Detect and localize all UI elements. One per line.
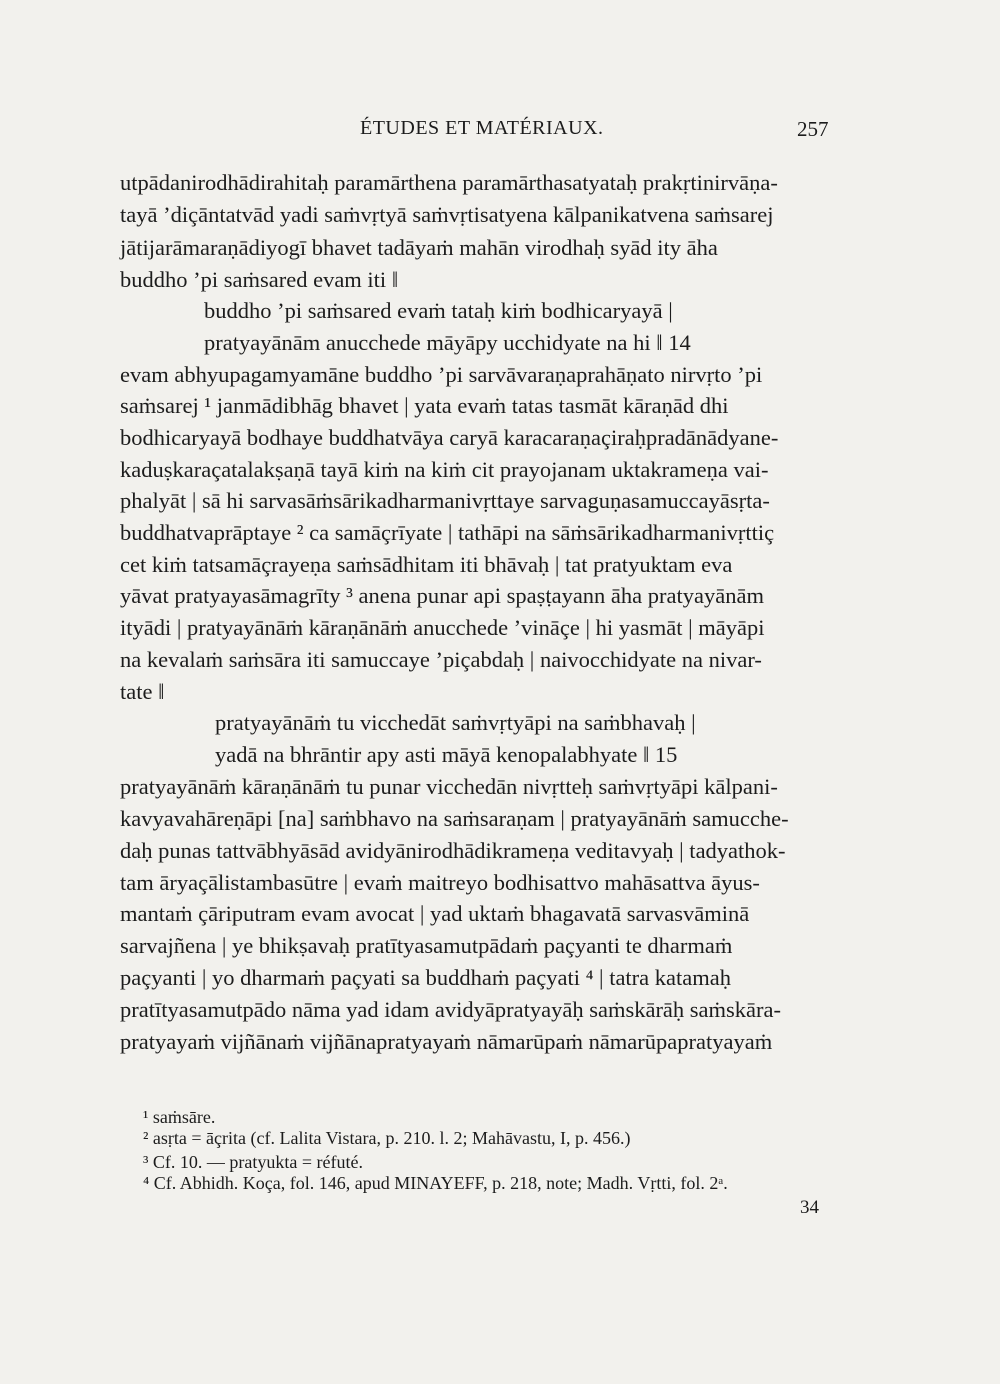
text-line: pratītyasamutpādo nāma yad idam avidyāpratyayāḥ saṁskārāḥ saṁskāra- bbox=[120, 997, 782, 1022]
footnote: ² asṛta = āçrita (cf. Lalita Vistara, p. 210. l. 2; Mahāvastu, I, p. 456.) bbox=[143, 1128, 631, 1148]
footnote: ¹ saṁsāre. bbox=[143, 1107, 216, 1127]
text-line: kavyavahāreṇāpi [na] saṁbhavo na saṁsaraṇam | pratyayānāṁ samucche- bbox=[120, 806, 789, 831]
text-line: daḥ punas tattvābhyāsād avidyānirodhādikrameṇa veditavyaḥ | tadyathok- bbox=[120, 838, 786, 863]
text-line: buddhatvaprāptaye ² ca samāçrīyate | tathāpi na sāṁsārikadharmanivṛttiç bbox=[120, 520, 775, 545]
text-line: pratyayānāṁ kāraṇānāṁ tu punar vicchedān nivṛtteḥ saṁvṛtyāpi kālpani- bbox=[120, 774, 778, 799]
text-line: mantaṁ çāriputram evam avocat | yad uktaṁ bhagavatā sarvasvāminā bbox=[120, 901, 750, 926]
verse-line: buddho ’pi saṁsared evaṁ tataḥ kiṁ bodhicaryayā | bbox=[204, 298, 673, 323]
running-title: ÉTUDES ET MATÉRIAUX. bbox=[360, 117, 604, 139]
verse-line: pratyayānāṁ tu vicchedāt saṁvṛtyāpi na saṁbhavaḥ | bbox=[215, 710, 696, 735]
signature-mark: 34 bbox=[800, 1197, 819, 1218]
text-line: na kevalaṁ saṁsāra iti samuccaye ’piçabdaḥ | naivocchidyate na nivar- bbox=[120, 647, 762, 672]
verse-line: pratyayānām anucchede māyāpy ucchidyate na hi ‖ 14 bbox=[204, 330, 691, 355]
text-line: ityādi | pratyayānāṁ kāraṇānāṁ anucchede ’vināçe | hi yasmāt | māyāpi bbox=[120, 615, 765, 640]
text-line: saṁsarej ¹ janmādibhāg bhavet | yata evaṁ tatas tasmāt kāraṇād dhi bbox=[120, 393, 729, 418]
page-number: 257 bbox=[797, 117, 829, 141]
text-line: tate ‖ bbox=[120, 679, 165, 704]
footnote: ³ Cf. 10. — pratyukta = réfuté. bbox=[143, 1152, 363, 1172]
text-line: cet kiṁ tatsamāçrayeṇa saṁsādhitam iti bhāvaḥ | tat pratyuktam eva bbox=[120, 552, 733, 577]
text-line: utpādanirodhādirahitaḥ paramārthena paramārthasatyataḥ prakṛtinirvāṇa- bbox=[120, 170, 778, 195]
text-line: jātijarāmaraṇādiyogī bhavet tadāyaṁ mahān virodhaḥ syād ity āha bbox=[120, 235, 718, 260]
text-line: tam āryaçālistambasūtre | evaṁ maitreyo bodhisattvo mahāsattva āyus- bbox=[120, 870, 760, 895]
text-line: yāvat pratyayasāmagrīty ³ anena punar api spaṣṭayann āha pratyayānām bbox=[120, 583, 764, 608]
text-line: pratyayaṁ vijñānaṁ vijñānapratyayaṁ nāmarūpaṁ nāmarūpapratyayaṁ bbox=[120, 1029, 773, 1054]
verse-line: yadā na bhrāntir apy asti māyā kenopalabhyate ‖ 15 bbox=[215, 742, 678, 767]
text-line: evam abhyupagamyamāne buddho ’pi sarvāvaraṇaprahāṇato nirvṛto ’pi bbox=[120, 362, 763, 387]
text-line: bodhicaryayā bodhaye buddhatvāya caryā karacaraṇaçiraḥpradānādyane- bbox=[120, 425, 779, 450]
text-line: sarvajñena | ye bhikṣavaḥ pratītyasamutpādaṁ paçyanti te dharmaṁ bbox=[120, 933, 733, 958]
text-line: kaduṣkaraçatalakṣaṇā tayā kiṁ na kiṁ cit prayojanam uktakrameṇa vai- bbox=[120, 457, 769, 482]
text-line: buddho ’pi saṁsared evam iti ‖ bbox=[120, 267, 399, 292]
footnote: ⁴ Cf. Abhidh. Koça, fol. 146, apud MINAYEFF, p. 218, note; Madh. Vṛtti, fol. 2ᵃ. bbox=[143, 1173, 728, 1193]
text-line: tayā ’diçāntatvād yadi saṁvṛtyā saṁvṛtisatyena kālpanikatvena saṁsarej bbox=[120, 202, 774, 227]
text-line: phalyāt | sā hi sarvasāṁsārikadharmanivṛttaye sarvaguṇasamuccayāsṛta- bbox=[120, 488, 770, 513]
text-line: paçyanti | yo dharmaṁ paçyati sa buddhaṁ paçyati ⁴ | tatra katamaḥ bbox=[120, 965, 731, 990]
